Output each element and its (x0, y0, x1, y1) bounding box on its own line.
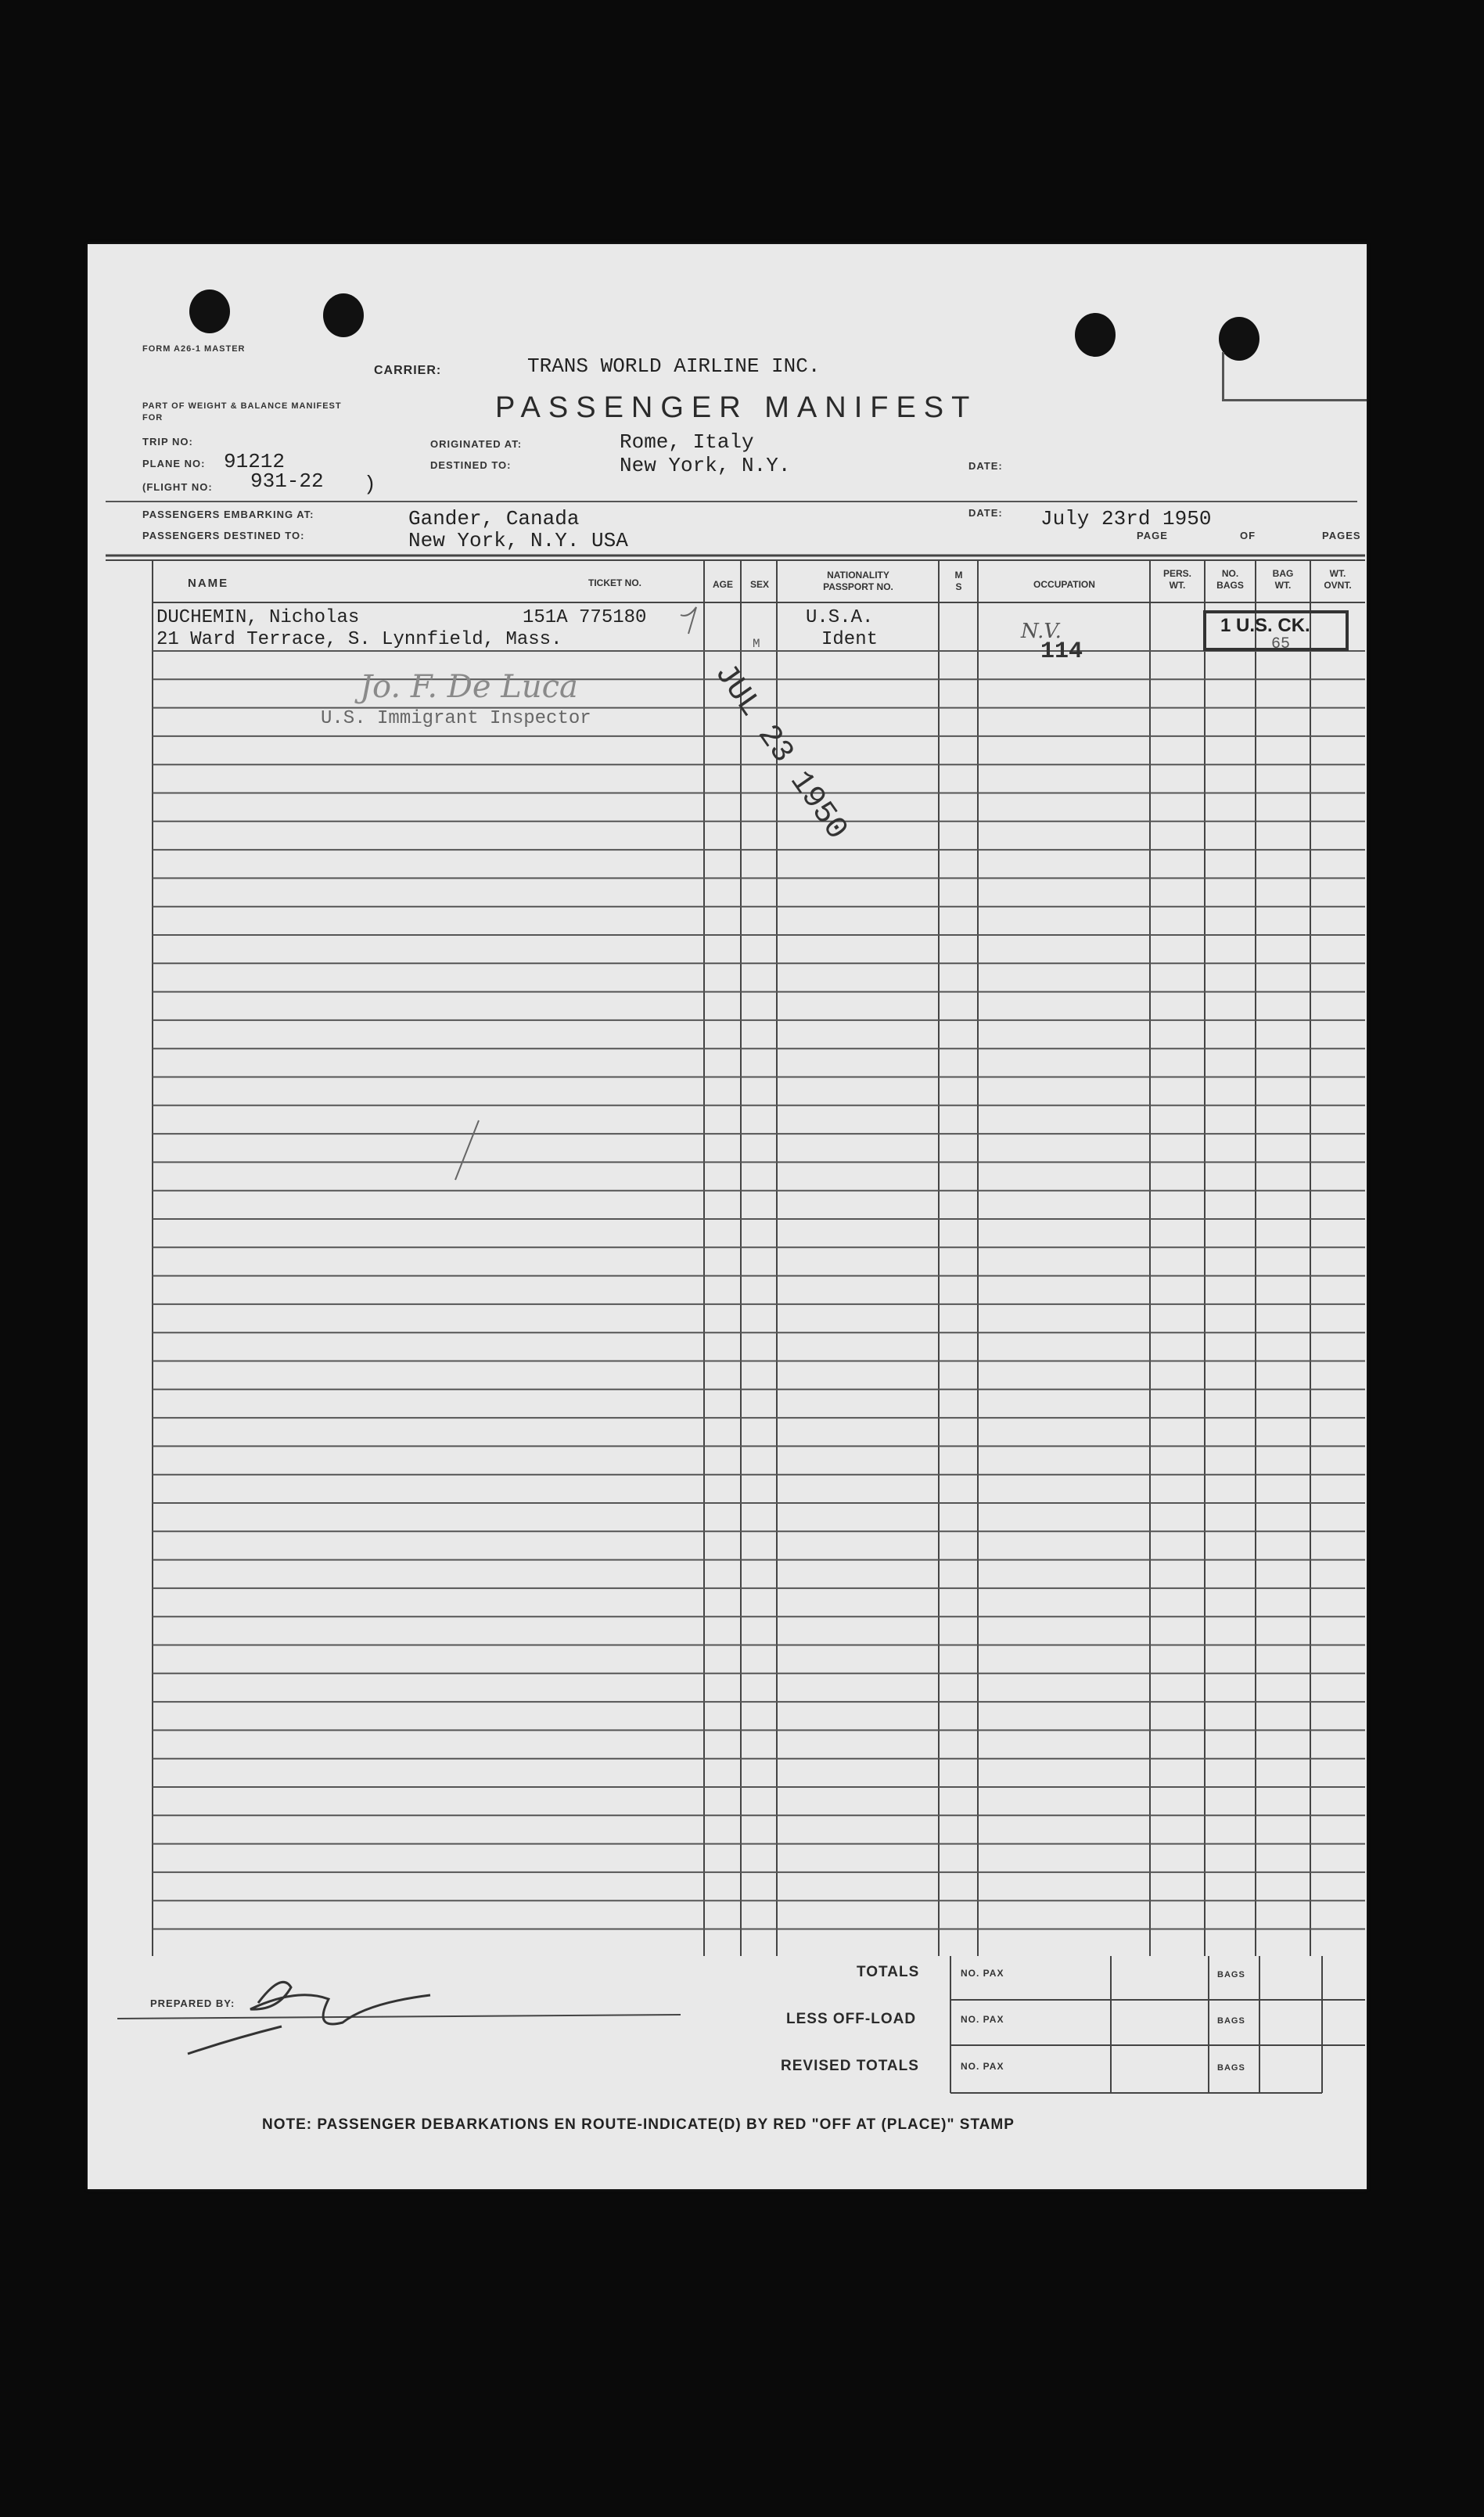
less-bags: BAGS (1217, 2016, 1245, 2026)
revised-no-pax: NO. PAX (961, 2061, 1004, 2072)
prepared-by-label: PREPARED BY: (150, 1997, 235, 2009)
passenger-nationality: U.S.A. (806, 607, 874, 628)
page-label: PAGE (1137, 530, 1168, 541)
col-age: AGE (712, 579, 733, 590)
flight-close-paren: ) (364, 473, 376, 496)
passenger-passport: Ident (821, 629, 879, 650)
passenger-bag-wt: 65 (1271, 635, 1291, 653)
less-no-pax: NO. PAX (961, 2014, 1004, 2025)
trip-label: TRIP NO: (142, 436, 193, 448)
col-marital (941, 570, 976, 593)
plane-label: PLANE NO: (142, 458, 206, 469)
col-pers-line1: PERS. (1162, 568, 1191, 579)
destined-label: DESTINED TO: (430, 459, 512, 471)
form-number: FORM A26-1 MASTER (142, 344, 246, 354)
date-label-top: DATE: (968, 460, 1003, 472)
totals-bags: BAGS (1217, 1970, 1245, 1979)
originated-value: Rome, Italy (620, 430, 754, 454)
col-bag-wt (1257, 568, 1309, 591)
col-sex: SEX (749, 579, 769, 590)
originated-label: ORIGINATED AT: (430, 438, 523, 450)
col-nationality-line2: PASSPORT NO. (823, 581, 893, 592)
passenger-name: DUCHEMIN, Nicholas (156, 607, 360, 628)
carrier-value: TRANS WORLD AIRLINE INC. (527, 354, 821, 378)
of-label: OF (1240, 530, 1256, 541)
destined-value: New York, N.Y. (620, 454, 791, 477)
totals-no-pax: NO. PAX (961, 1968, 1004, 1979)
pages-label: PAGES (1322, 530, 1361, 541)
col-bagwt-line2: WT. (1274, 580, 1292, 591)
passenger-occupation: N.V. (1021, 620, 1062, 643)
col-bags-line1: NO. (1221, 568, 1239, 579)
revised-bags: BAGS (1217, 2063, 1245, 2073)
inspector-title: U.S. Immigrant Inspector (321, 708, 591, 729)
col-marital-line2: S (955, 581, 962, 592)
col-nationality (779, 570, 937, 593)
date-stamp: JUL 23 1950 (706, 657, 854, 847)
embarking-label: PASSENGERS EMBARKING AT: (142, 509, 314, 520)
footer-note: NOTE: PASSENGER DEBARKATIONS EN ROUTE-INDICATE(D) BY RED "OFF AT (PLACE)" STAMP (262, 2116, 1015, 2133)
col-pers-line2: WT. (1169, 580, 1186, 591)
col-ticket: TICKET NO. (588, 577, 641, 588)
document-title: PASSENGER MANIFEST (495, 391, 978, 424)
destined-pass-value: New York, N.Y. USA (408, 529, 628, 552)
col-occupation: OCCUPATION (1033, 579, 1095, 590)
occupation-stamp: 114 (1040, 638, 1083, 665)
flight-number: 931-22 (250, 469, 324, 493)
plane-number: 91212 (224, 450, 286, 473)
flight-label: (FLIGHT NO: (142, 481, 213, 493)
part-of-label: PART OF WEIGHT & BALANCE MANIFEST FOR (142, 401, 342, 422)
passenger-sex: M (753, 637, 760, 651)
carrier-label: CARRIER: (374, 364, 442, 377)
passenger-ticket: 151A 775180 (523, 607, 647, 628)
passenger-address: 21 Ward Terrace, S. Lynnfield, Mass. (156, 629, 562, 650)
less-offload-label: LESS OFF-LOAD (786, 2011, 917, 2027)
col-no-bags (1206, 568, 1254, 591)
customs-stamp: 1 U.S. CK. (1220, 615, 1310, 636)
col-ovnt-line1: WT. (1329, 568, 1346, 579)
revised-totals-label: REVISED TOTALS (781, 2058, 919, 2074)
col-bagwt-line1: BAG (1272, 568, 1294, 579)
col-pers-wt (1152, 568, 1203, 591)
date-value: July 23rd 1950 (1040, 507, 1212, 530)
date-label: DATE: (968, 507, 1003, 519)
destined-pass-label: PASSENGERS DESTINED TO: (142, 530, 305, 541)
totals-label: TOTALS (857, 1964, 920, 1980)
embarking-value: Gander, Canada (408, 507, 580, 530)
col-wt-ovnt (1312, 568, 1364, 591)
col-name: NAME (188, 577, 229, 590)
col-marital-line1: M (954, 570, 963, 581)
col-ovnt-line2: OVNT. (1324, 580, 1352, 591)
col-bags-line2: BAGS (1216, 580, 1244, 591)
inspector-signature: Jo. F. De Luca (360, 669, 578, 705)
col-nationality-line1: NATIONALITY (827, 570, 889, 581)
